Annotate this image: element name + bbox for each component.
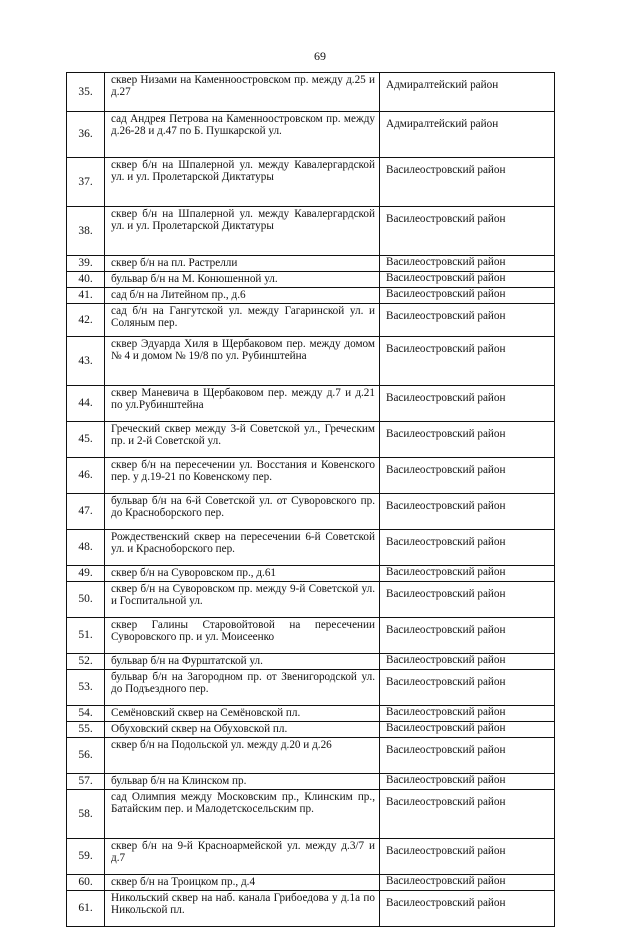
park-name: сквер Низами на Каменноостровском пр. между д.25 и д.27	[105, 73, 380, 112]
table-row	[67, 272, 555, 288]
district-name: Василеостровский район	[380, 530, 555, 566]
district-name: Василеостровский район	[380, 839, 555, 875]
row-number: 40.	[67, 272, 105, 288]
table-row	[67, 891, 555, 927]
district-name: Василеостровский район	[380, 494, 555, 530]
district-name: Василеостровский район	[380, 670, 555, 706]
row-number: 45.	[67, 422, 105, 458]
park-name: сквер Эдуарда Хиля в Щербаковом пер. между домом № 4 и домом № 19/8 по ул. Рубинштейна	[105, 337, 380, 386]
district-name: Василеостровский район	[380, 458, 555, 494]
table-row	[67, 422, 555, 458]
table-row	[67, 458, 555, 494]
row-number: 44.	[67, 386, 105, 422]
district-name: Василеостровский район	[380, 654, 555, 670]
district-name: Василеостровский район	[380, 256, 555, 272]
district-name: Василеостровский район	[380, 790, 555, 839]
park-name: Обуховский сквер на Обуховской пл.	[105, 722, 380, 738]
table-row	[67, 582, 555, 618]
row-number: 56.	[67, 738, 105, 774]
row-number: 54.	[67, 706, 105, 722]
table-row	[67, 722, 555, 738]
row-number: 37.	[67, 158, 105, 207]
district-name: Василеостровский район	[380, 582, 555, 618]
district-name: Василеостровский район	[380, 386, 555, 422]
row-number: 60.	[67, 875, 105, 891]
park-name: сквер б/н на Троицком пр., д.4	[105, 875, 380, 891]
row-number: 49.	[67, 566, 105, 582]
row-number: 52.	[67, 654, 105, 670]
park-name: бульвар б/н на Фурштатской ул.	[105, 654, 380, 670]
row-number: 42.	[67, 304, 105, 337]
row-number: 41.	[67, 288, 105, 304]
district-name: Василеостровский район	[380, 618, 555, 654]
district-name: Адмиралтейский район	[380, 112, 555, 158]
table-row	[67, 774, 555, 790]
table-row	[67, 112, 555, 158]
district-name: Василеостровский район	[380, 891, 555, 927]
district-name: Адмиралтейский район	[380, 73, 555, 112]
park-name: бульвар б/н на Клинском пр.	[105, 774, 380, 790]
row-number: 59.	[67, 839, 105, 875]
park-name: бульвар б/н на Загородном пр. от Звенигородской ул. до Подъездного пер.	[105, 670, 380, 706]
district-name: Василеостровский район	[380, 566, 555, 582]
page-number: 69	[314, 49, 326, 63]
park-name: сад Андрея Петрова на Каменноостровском пр. между д.26-28 и д.47 по Б. Пушкарской ул.	[105, 112, 380, 158]
row-number: 58.	[67, 790, 105, 839]
table-body	[67, 73, 555, 927]
park-name: сквер б/н на Шпалерной ул. между Кавалергардской ул. и ул. Пролетарской Диктатуры	[105, 158, 380, 207]
table-row	[67, 304, 555, 337]
park-name: сквер Маневича в Щербаковом пер. между д.7 и д.21 по ул.Рубинштейна	[105, 386, 380, 422]
row-number: 38.	[67, 207, 105, 256]
park-name: Семёновский сквер на Семёновской пл.	[105, 706, 380, 722]
park-name: Никольский сквер на наб. канала Грибоедова у д.1а по Никольской пл.	[105, 891, 380, 927]
district-name: Василеостровский район	[380, 272, 555, 288]
table-row	[67, 566, 555, 582]
row-number: 61.	[67, 891, 105, 927]
table-row	[67, 158, 555, 207]
row-number: 47.	[67, 494, 105, 530]
row-number: 51.	[67, 618, 105, 654]
district-name: Василеостровский район	[380, 875, 555, 891]
table-row	[67, 706, 555, 722]
table-row	[67, 530, 555, 566]
park-name: сад б/н на Литейном пр., д.6	[105, 288, 380, 304]
row-number: 46.	[67, 458, 105, 494]
table-row	[67, 337, 555, 386]
table-row	[67, 670, 555, 706]
park-name: сквер Галины Старовойтовой на пересечении Суворовского пр. и ул. Моисеенко	[105, 618, 380, 654]
district-name: Василеостровский район	[380, 207, 555, 256]
table-row	[67, 73, 555, 112]
row-number: 55.	[67, 722, 105, 738]
district-name: Василеостровский район	[380, 706, 555, 722]
park-name: сквер б/н на 9-й Красноармейской ул. между д.3/7 и д.7	[105, 839, 380, 875]
row-number: 50.	[67, 582, 105, 618]
park-name: сквер б/н на Шпалерной ул. между Кавалергардской ул. и ул. Пролетарской Диктатуры	[105, 207, 380, 256]
park-name: сквер б/н на Суворовском пр. между 9-й Советской ул. и Госпитальной ул.	[105, 582, 380, 618]
park-name: сквер б/н на Подольской ул. между д.20 и д.26	[105, 738, 380, 774]
table-row	[67, 386, 555, 422]
table-row	[67, 875, 555, 891]
park-name: сквер б/н на пл. Растрелли	[105, 256, 380, 272]
district-name: Василеостровский район	[380, 422, 555, 458]
district-name: Василеостровский район	[380, 722, 555, 738]
park-name: сад б/н на Гангутской ул. между Гагаринской ул. и Соляным пер.	[105, 304, 380, 337]
row-number: 36.	[67, 112, 105, 158]
district-name: Василеостровский район	[380, 158, 555, 207]
table-row	[67, 618, 555, 654]
row-number: 39.	[67, 256, 105, 272]
table-row	[67, 790, 555, 839]
park-name: бульвар б/н на 6-й Советской ул. от Суворовского пр. до Красноборского пер.	[105, 494, 380, 530]
row-number: 53.	[67, 670, 105, 706]
district-name: Василеостровский район	[380, 774, 555, 790]
table-row	[67, 494, 555, 530]
park-name: сквер б/н на пересечении ул. Восстания и Ковенского пер. у д.19-21 по Ковенскому пер.	[105, 458, 380, 494]
row-number: 48.	[67, 530, 105, 566]
park-name: Рождественский сквер на пересечении 6-й Советской ул. и Красноборского пер.	[105, 530, 380, 566]
park-name: Греческий сквер между 3-й Советской ул., Греческим пр. и 2-й Советской ул.	[105, 422, 380, 458]
row-number: 35.	[67, 73, 105, 112]
park-name: бульвар б/н на М. Конюшенной ул.	[105, 272, 380, 288]
district-name: Василеостровский район	[380, 337, 555, 386]
table-row	[67, 207, 555, 256]
row-number: 43.	[67, 337, 105, 386]
district-name: Василеостровский район	[380, 738, 555, 774]
table-row	[67, 256, 555, 272]
district-name: Василеостровский район	[380, 288, 555, 304]
table-row	[67, 738, 555, 774]
table-row	[67, 654, 555, 670]
park-name: сад Олимпия между Московским пр., Клинским пр., Батайским пер. и Малодетскосельским пр.	[105, 790, 380, 839]
table-row	[67, 839, 555, 875]
table-row	[67, 288, 555, 304]
district-name: Василеостровский район	[380, 304, 555, 337]
parks-table	[66, 72, 555, 927]
park-name: сквер б/н на Суворовском пр., д.61	[105, 566, 380, 582]
row-number: 57.	[67, 774, 105, 790]
